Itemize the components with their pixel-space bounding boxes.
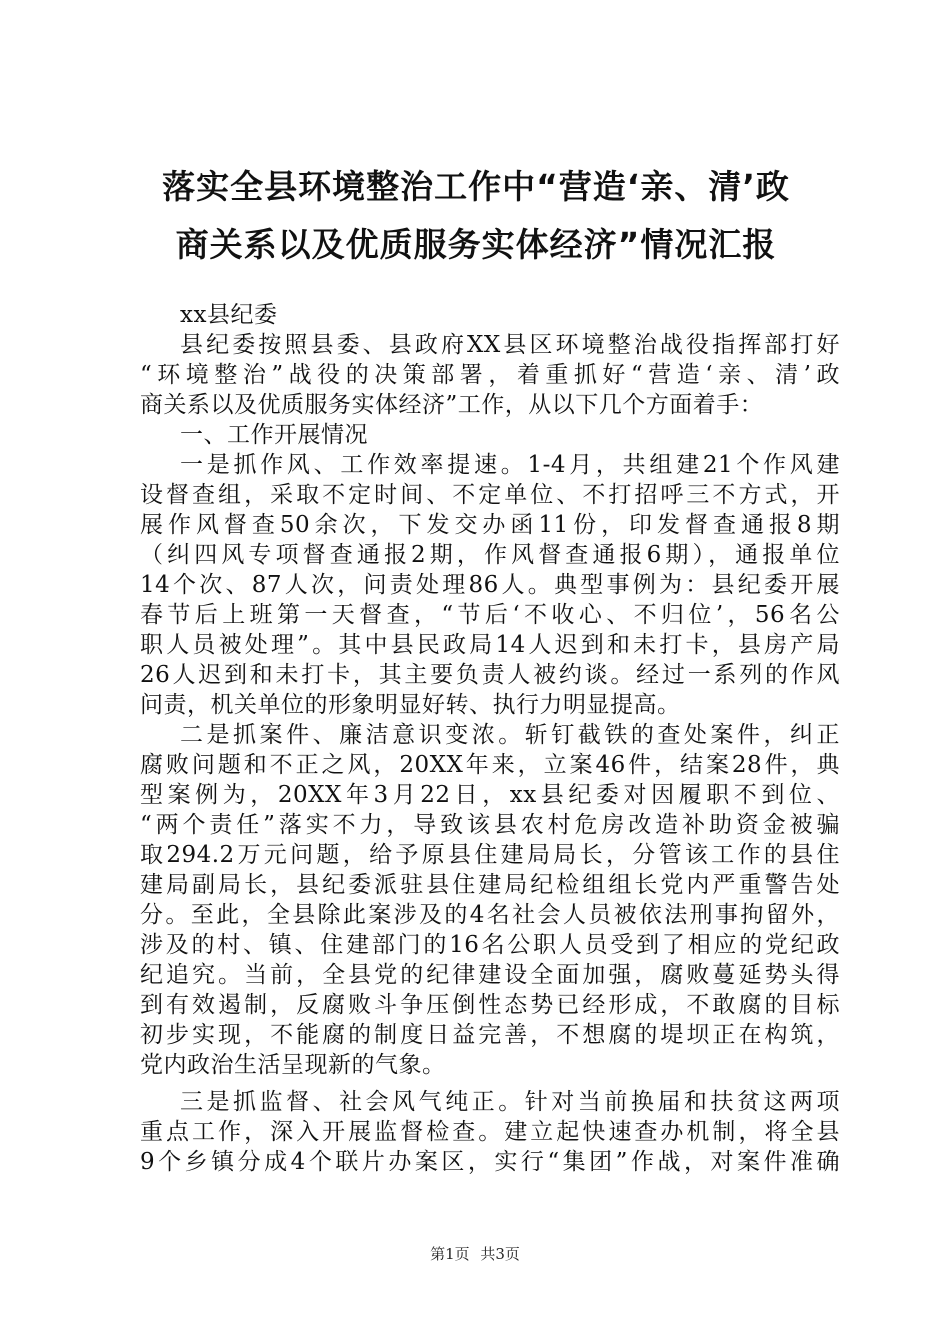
page-total: 共3页 [480,1245,520,1263]
paragraph-line: “两个责任”落实不力，导致该县农村危房改造补助资金被骗 [140,812,840,838]
paragraph-line: 设督查组，采取不定时间、不定单位、不打招呼三不方式，开 [140,482,840,508]
paragraph-line: 26人迟到和未打卡，其主要负责人被约谈。经过一系列的作风 [140,662,840,688]
paragraph-line: 党内政治生活呈现新的气象。 [140,1052,446,1078]
paragraph-line: 问责，机关单位的形象明显好转、执行力明显提高。 [140,692,681,718]
paragraph-line: 春节后上班第一天督查，“节后‘不收心、不归位’，56名公 [140,602,840,628]
paragraph-line: 初步实现，不能腐的制度日益完善，不想腐的堤坝正在构筑， [140,1022,840,1048]
paragraph-line: 二是抓案件、廉洁意识变浓。斩钉截铁的查处案件，纠正 [180,722,840,748]
paragraph-line: 取294.2万元问题，给予原县住建局局长，分管该工作的县住 [140,842,840,868]
page-number: 第1页 [430,1245,470,1263]
paragraph-line: 展作风督查50余次，下发交办函11份，印发督查通报8期 [140,512,840,538]
document-body [140,300,840,1177]
author-line: xx县纪委 [180,302,278,328]
paragraph-line: “环境整治”战役的决策部署，着重抓好“营造‘亲、清’政 [140,362,840,388]
paragraph-line: 县纪委按照县委、县政府XX县区环境整治战役指挥部打好 [180,332,840,358]
section-heading: 一、工作开展情况 [180,422,368,448]
paragraph-line: 涉及的村、镇、住建部门的16名公职人员受到了相应的党纪政 [140,932,840,958]
paragraph-line: 14个次、87人次，问责处理86人。典型事例为：县纪委开展 [140,572,840,598]
paragraph-line: 腐败问题和不正之风，20XX年来，立案46件，结案28件，典 [140,752,840,778]
paragraph-line: 分。至此，全县除此案涉及的4名社会人员被依法刑事拘留外， [140,902,840,928]
page-footer [0,1243,950,1264]
paragraph-line: 9个乡镇分成4个联片办案区，实行“集团”作战，对案件准确 [140,1149,840,1175]
paragraph-line: 重点工作，深入开展监督检查。建立起快速查办机制，将全县 [140,1119,840,1145]
paragraph-line: 到有效遏制，反腐败斗争压倒性态势已经形成，不敢腐的目标 [140,992,840,1018]
paragraph-line: 纪追究。当前，全县党的纪律建设全面加强，腐败蔓延势头得 [140,962,840,988]
paragraph-line: 建局副局长，县纪委派驻县住建局纪检组组长党内严重警告处 [140,872,840,898]
paragraph-line: 商关系以及优质服务实体经济”工作，从以下几个方面着手： [140,392,764,418]
title-line-2: 商关系以及优质服务实体经济”情况汇报 [175,225,777,264]
paragraph-line: 职人员被处理”。其中县民政局14人迟到和未打卡，县房产局 [140,632,840,658]
paragraph-line: 三是抓监督、社会风气纯正。针对当前换届和扶贫这两项 [180,1089,840,1115]
paragraph-line: （纠四风专项督查通报2期，作风督查通报6期），通报单位 [140,542,840,568]
document-title [120,158,832,274]
paragraph-line: 一是抓作风、工作效率提速。1-4月，共组建21个作风建 [180,452,840,478]
title-line-1: 落实全县环境整治工作中“营造‘亲、清’政 [162,167,790,206]
paragraph-line: 型案例为，20XX年3月22日，xx县纪委对因履职不到位、 [140,782,840,808]
